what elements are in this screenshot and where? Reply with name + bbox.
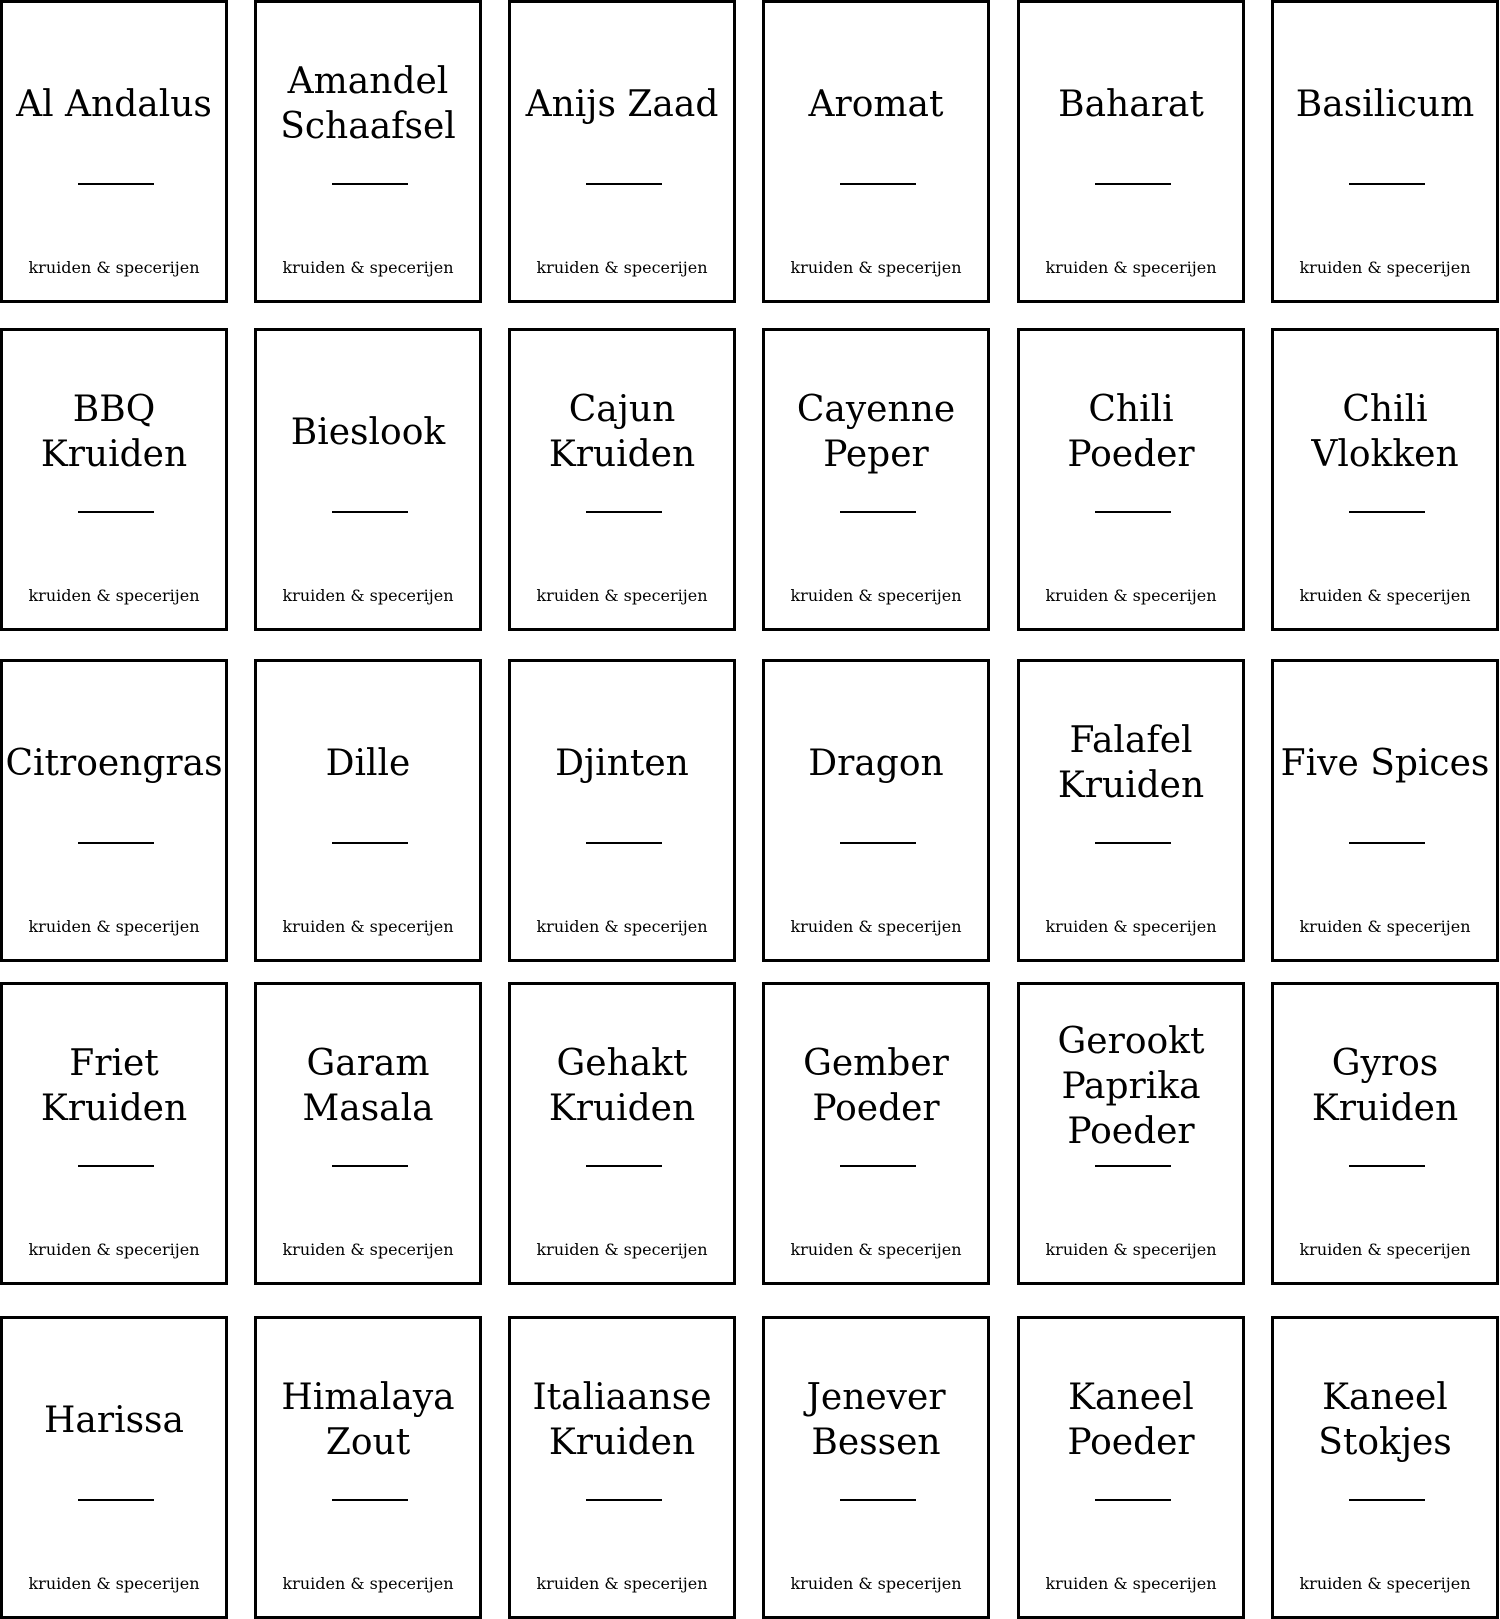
spice-name: Five Spices [1280, 742, 1490, 784]
divider-line [332, 511, 408, 513]
spice-label [1017, 328, 1245, 631]
divider-line [586, 1165, 662, 1167]
spice-label [1017, 1316, 1245, 1619]
divider-line [78, 1165, 154, 1167]
spice-label [1017, 982, 1245, 1285]
divider-line [1095, 1165, 1171, 1167]
divider-line [1095, 1499, 1171, 1501]
label-name-area [511, 361, 733, 503]
divider-line [586, 842, 662, 844]
spice-label [0, 982, 228, 1285]
spice-name: Gyros Kruiden [1311, 1043, 1459, 1129]
label-name-area [1274, 1349, 1496, 1491]
label-subtitle: kruiden & specerijen [790, 1574, 962, 1593]
spice-name: Dragon [808, 742, 944, 784]
label-name-area [257, 1015, 479, 1157]
divider-line [78, 183, 154, 185]
label-subtitle: kruiden & specerijen [1045, 1574, 1217, 1593]
spice-name: Baharat [1058, 83, 1204, 125]
label-name-area [765, 692, 987, 834]
label-subtitle: kruiden & specerijen [282, 1240, 454, 1259]
label-name-area [511, 1015, 733, 1157]
label-subtitle: kruiden & specerijen [28, 258, 200, 277]
divider-line [1095, 183, 1171, 185]
spice-label [762, 982, 990, 1285]
spice-name: Kaneel Stokjes [1318, 1377, 1452, 1463]
label-subtitle: kruiden & specerijen [1045, 1240, 1217, 1259]
label-name-area [1020, 1349, 1242, 1491]
divider-line [332, 1499, 408, 1501]
spice-label [762, 328, 990, 631]
label-subtitle: kruiden & specerijen [536, 1240, 708, 1259]
divider-line [78, 511, 154, 513]
label-name-area [1274, 361, 1496, 503]
spice-name: Dille [325, 742, 411, 784]
divider-line [840, 1499, 916, 1501]
label-name-area [3, 361, 225, 503]
divider-line [586, 1499, 662, 1501]
spice-name: Falafel Kruiden [1057, 720, 1205, 806]
divider-line [840, 842, 916, 844]
spice-label [254, 1316, 482, 1619]
label-subtitle: kruiden & specerijen [1299, 258, 1471, 277]
divider-line [1095, 511, 1171, 513]
label-subtitle: kruiden & specerijen [1045, 917, 1217, 936]
spice-name: Gerookt Paprika Poeder [1057, 1020, 1205, 1152]
spice-label [0, 1316, 228, 1619]
spice-label [254, 982, 482, 1285]
label-subtitle: kruiden & specerijen [536, 1574, 708, 1593]
spice-label [1271, 328, 1499, 631]
spice-label [0, 0, 228, 303]
spice-name: Al Andalus [16, 83, 212, 125]
label-name-area [765, 33, 987, 175]
divider-line [332, 842, 408, 844]
label-subtitle: kruiden & specerijen [282, 1574, 454, 1593]
label-name-area [3, 1015, 225, 1157]
spice-name: Cayenne Peper [796, 389, 956, 475]
label-name-area [1020, 361, 1242, 503]
label-name-area [257, 361, 479, 503]
spice-name: Aromat [808, 83, 944, 125]
spice-name: Anijs Zaad [525, 83, 719, 125]
label-subtitle: kruiden & specerijen [28, 917, 200, 936]
label-name-area [257, 692, 479, 834]
spice-name: Jenever Bessen [806, 1377, 946, 1463]
spice-label [762, 0, 990, 303]
label-name-area [1274, 33, 1496, 175]
label-name-area [1020, 33, 1242, 175]
spice-name: Citroengras [5, 742, 223, 784]
label-name-area [511, 33, 733, 175]
label-name-area [765, 361, 987, 503]
spice-label [1271, 982, 1499, 1285]
label-subtitle: kruiden & specerijen [1299, 1574, 1471, 1593]
spice-name: Cajun Kruiden [548, 389, 696, 475]
label-subtitle: kruiden & specerijen [28, 586, 200, 605]
divider-line [78, 1499, 154, 1501]
label-subtitle: kruiden & specerijen [28, 1240, 200, 1259]
spice-name: Himalaya Zout [281, 1377, 455, 1463]
spice-label [508, 659, 736, 962]
spice-label [762, 659, 990, 962]
spice-label [1271, 659, 1499, 962]
spice-name: Gehakt Kruiden [548, 1043, 696, 1129]
label-name-area [511, 1349, 733, 1491]
spice-label [254, 0, 482, 303]
label-subtitle: kruiden & specerijen [790, 917, 962, 936]
divider-line [1349, 1165, 1425, 1167]
label-name-area [1020, 692, 1242, 834]
spice-label [508, 1316, 736, 1619]
spice-name: Amandel Schaafsel [280, 61, 456, 147]
spice-name: Djinten [555, 742, 689, 784]
divider-line [1349, 1499, 1425, 1501]
label-subtitle: kruiden & specerijen [790, 258, 962, 277]
spice-name: Chili Vlokken [1311, 389, 1459, 475]
label-subtitle: kruiden & specerijen [536, 586, 708, 605]
label-name-area [765, 1349, 987, 1491]
divider-line [78, 842, 154, 844]
spice-label [1017, 659, 1245, 962]
label-name-area [1020, 1015, 1242, 1157]
divider-line [840, 183, 916, 185]
label-subtitle: kruiden & specerijen [282, 917, 454, 936]
spice-name: BBQ Kruiden [40, 389, 188, 475]
label-subtitle: kruiden & specerijen [282, 586, 454, 605]
spice-name: Bieslook [290, 411, 446, 453]
divider-line [1349, 183, 1425, 185]
label-subtitle: kruiden & specerijen [1045, 586, 1217, 605]
spice-label [1017, 0, 1245, 303]
divider-line [1349, 842, 1425, 844]
label-name-area [1274, 1015, 1496, 1157]
label-name-area [1274, 692, 1496, 834]
divider-line [840, 511, 916, 513]
spice-name: Gember Poeder [803, 1043, 949, 1129]
divider-line [586, 183, 662, 185]
label-subtitle: kruiden & specerijen [1299, 586, 1471, 605]
divider-line [840, 1165, 916, 1167]
spice-label [0, 328, 228, 631]
label-name-area [3, 33, 225, 175]
divider-line [332, 1165, 408, 1167]
spice-name: Harissa [44, 1399, 184, 1441]
spice-name: Chili Poeder [1067, 389, 1195, 475]
spice-label [508, 0, 736, 303]
spice-name: Italiaanse Kruiden [532, 1377, 712, 1463]
spice-label [1271, 0, 1499, 303]
spice-name: Basilicum [1295, 83, 1475, 125]
label-subtitle: kruiden & specerijen [536, 258, 708, 277]
label-subtitle: kruiden & specerijen [790, 1240, 962, 1259]
label-subtitle: kruiden & specerijen [1299, 917, 1471, 936]
label-name-area [511, 692, 733, 834]
spice-name: Friet Kruiden [40, 1043, 188, 1129]
label-subtitle: kruiden & specerijen [790, 586, 962, 605]
divider-line [1349, 511, 1425, 513]
divider-line [1095, 842, 1171, 844]
spice-label [762, 1316, 990, 1619]
label-subtitle: kruiden & specerijen [282, 258, 454, 277]
label-name-area [257, 1349, 479, 1491]
spice-label [1271, 1316, 1499, 1619]
spice-label [508, 982, 736, 1285]
label-subtitle: kruiden & specerijen [1045, 258, 1217, 277]
spice-label [508, 328, 736, 631]
divider-line [586, 511, 662, 513]
label-name-area [765, 1015, 987, 1157]
label-name-area [3, 1349, 225, 1491]
spice-name: Kaneel Poeder [1067, 1377, 1195, 1463]
spice-label [254, 659, 482, 962]
label-name-area [3, 692, 225, 834]
spice-name: Garam Masala [302, 1043, 434, 1129]
label-subtitle: kruiden & specerijen [536, 917, 708, 936]
divider-line [332, 183, 408, 185]
label-subtitle: kruiden & specerijen [1299, 1240, 1471, 1259]
label-subtitle: kruiden & specerijen [28, 1574, 200, 1593]
spice-label [0, 659, 228, 962]
label-name-area [257, 33, 479, 175]
spice-label [254, 328, 482, 631]
